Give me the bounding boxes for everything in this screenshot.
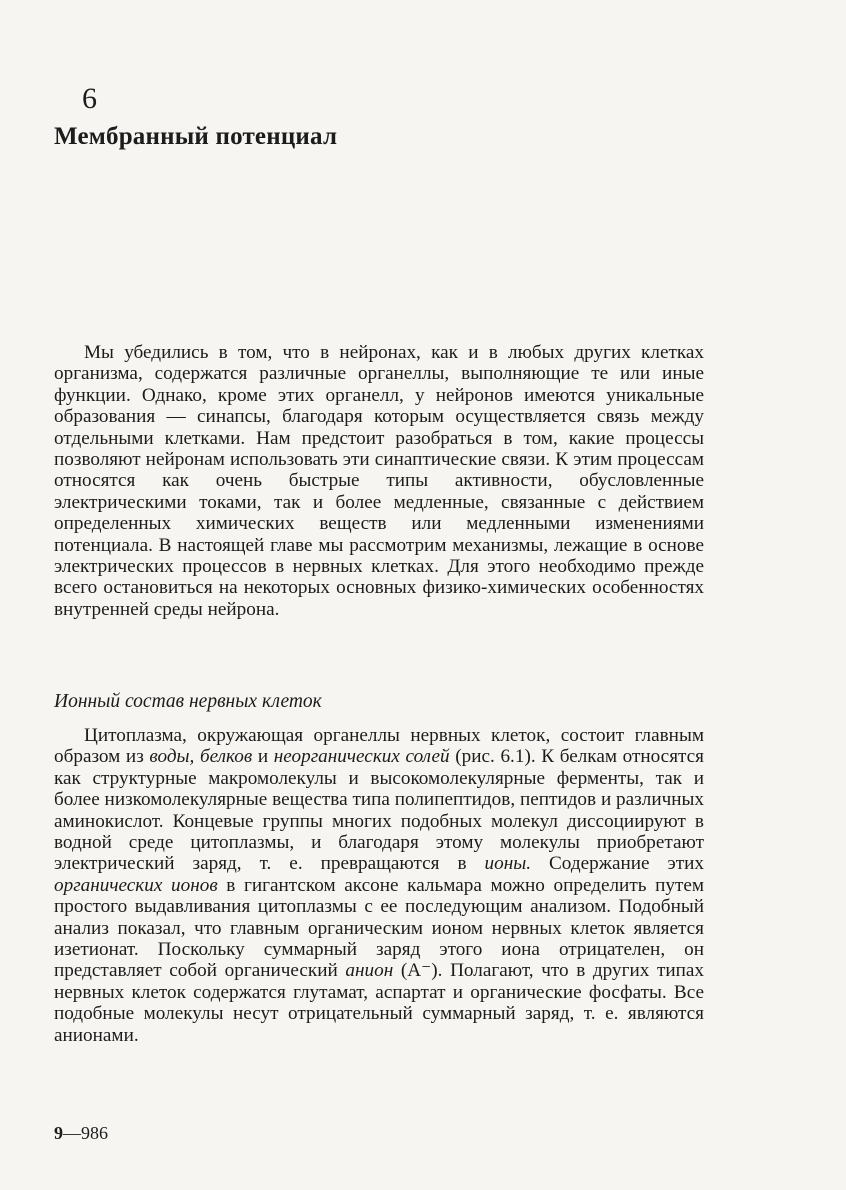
emphasis-ions: ионы. (484, 853, 531, 875)
section-heading: Ионный состав нервных клеток (54, 691, 322, 712)
printer-signature (54, 1122, 108, 1144)
signature-number: 9 (54, 1123, 63, 1143)
signature-rest: —986 (63, 1123, 108, 1143)
text-run: Цитоплазма, окружающая органеллы нервных клеток, состоит главным образом из (54, 725, 704, 768)
text-run: (рис. 6.1). К белкам относятся как структурные макромолекулы и высокомолекулярные ферменты, так и более низкомолекулярные вещества типа полипептидов, пептидов и различных аминокислот. Концевые группы многих подобных молекул диссоциируют в водной среде цитоплазмы, и благодаря этому молекулы приобретают электрический заряд, т. е. превращаются в (54, 746, 704, 875)
text-run: (A⁻). Полагают, что в других типах нервных клеток содержатся глутамат, аспартат и органические фосфаты. Все подобные молекулы несут отрицательный суммарный заряд, т. е. являются анионами. (54, 960, 705, 1046)
intro-paragraph: Мы убедились в том, что в нейронах, как и в любых других клетках организма, содержатся различные органеллы, выполняющие те или иные функции. Однако, кроме этих органелл, у нейронов имеются уникальные образования — синапсы, благодаря которым осуществляется связь между отдельными клетками. Нам предстоит разобраться в том, какие процессы позволяют нейронам использовать эти синаптические связи. К этим процессам относятся как очень быстрые типы активности, обусловленные электрическими токами, так и более медленные, связанные с действием определенных химических веществ или медленными изменениями потенциала. В настоящей главе мы рассмотрим механизмы, лежащие в основе электрических процессов в нервных клетках. Для этого необходимо прежде всего остановиться на некоторых основных физико-химических особенностях внутренней среды нейрона. (54, 342, 704, 620)
emphasis-anion: анион (345, 960, 394, 982)
emphasis-inorganic-salts: неорганических солей (273, 746, 450, 768)
emphasis-organic-ions: органических ионов (54, 874, 218, 896)
chapter-title: Мембранный потенциал (54, 123, 338, 150)
text-run: в гигантском аксоне кальмара можно определить путем простого выдавливания цитоплазмы с ее последующим анализом. Подобный анализ показал, что главным органическим ионом нервных клеток является изетионат. Поскольку суммарный заряд этого иона отрицателен, он представляет собой органический (54, 874, 705, 982)
chapter-number: 6 (82, 82, 97, 115)
section-paragraph (54, 725, 704, 1046)
emphasis-water-proteins: воды, белков (149, 746, 253, 768)
text-run: и (252, 746, 274, 768)
text-run: Содержание этих (531, 853, 704, 875)
